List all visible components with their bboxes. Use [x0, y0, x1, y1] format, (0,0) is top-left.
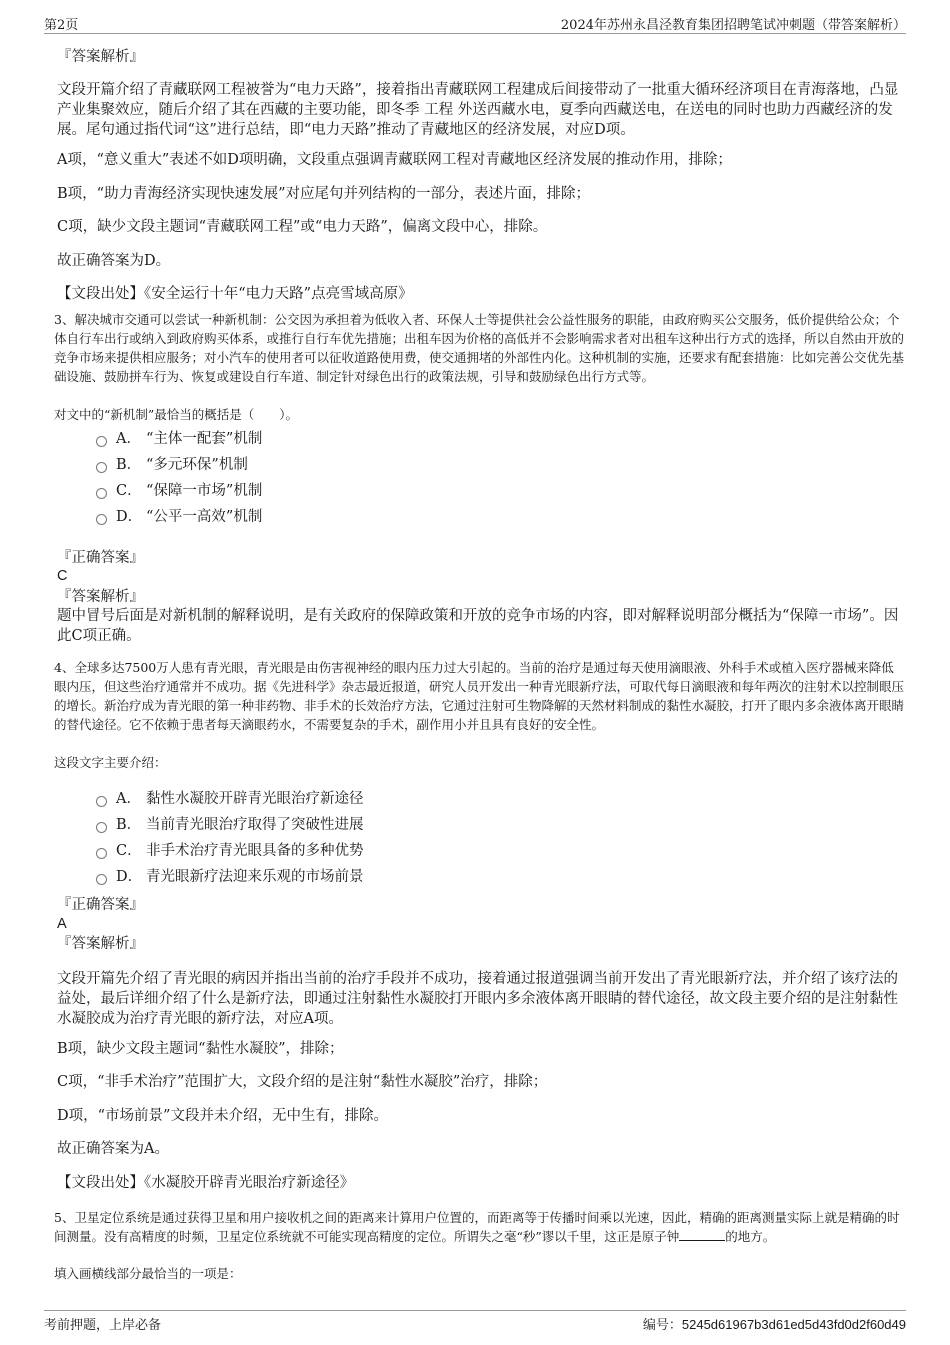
radio-icon[interactable]: [96, 436, 107, 447]
q4-option-d[interactable]: [96, 867, 364, 887]
q3-question: 对文中的“新机制”最恰当的概括是（ ）。: [54, 407, 299, 422]
q3-option-a[interactable]: [96, 429, 262, 449]
q2-analysis-option-b: B项，“助力青海经济实现快速发展”对应尾句并列结构的一部分，表述片面，排除；: [57, 186, 590, 202]
q4-analysis-option-b: B项，缺少文段主题词“黏性水凝胶”，排除；: [57, 1041, 344, 1057]
option-text: 非手术治疗青光眼具备的多种优势: [146, 843, 364, 859]
option-text: 黏性水凝胶开辟青光眼治疗新途径: [146, 791, 364, 807]
q3-option-c[interactable]: [96, 481, 262, 501]
q2-conclusion: 故正确答案为D。: [57, 253, 171, 269]
page-number: 第2页: [44, 18, 79, 33]
q4-question: 这段文字主要介绍：: [54, 755, 167, 770]
radio-icon[interactable]: [96, 796, 107, 807]
q4-passage: 4、全球多达7500万人患有青光眼，青光眼是由伤害视神经的眼内压力过大引起的。当前的治疗是通过每天使用滴眼液、外科手术或植入医疗器械来降低眼内压，但这些治疗通常并不成功。据《先进科学》杂志最近报道，研究人员开发出一种青光眼新疗法，可取代每日滴眼液和每年两次的注射术以控制眼压的增长。新治疗成为青光眼的第一种非药物、非手术的长效治疗方法，它通过注射可生物降解的天然材料制成的黏性水凝胶，打开了眼内多余液体离开眼睛的替代途径。它不依赖于患者每天滴眼药水，不需要复杂的手术，副作用小并且具有良好的安全性。: [54, 660, 905, 732]
q5-passage-text: 5、卫星定位系统是通过获得卫星和用户接收机之间的距离来计算用户位置的，而距离等于传播时间乘以光速，因此，精确的距离测量实际上就是精确的时间测量。没有高精度的时频，卫星定位系统就不可能实现高精度的定位。所谓失之毫“秒”谬以千里，这正是原子钟: [54, 1210, 900, 1244]
q4-analysis-paragraph: 文段开篇先介绍了青光眼的病因并指出当前的治疗手段并不成功，接着通过报道强调当前开发出了青光眼新疗法，并介绍了该疗法的益处，最后详细介绍了什么是新疗法，即通过注射黏性水凝胶打开眼内多余液体离开眼睛的替代途径，故文段主要介绍的是注射黏性水凝胶成为治疗青光眼的新疗法，对应A项。: [57, 971, 898, 1027]
footer-slogan: 考前押题，上岸必备: [44, 1318, 162, 1333]
option-letter: A．: [116, 791, 141, 807]
page-header: [44, 12, 906, 32]
q3-option-d[interactable]: [96, 507, 262, 527]
q2-source: 【文段出处】《安全运行十年“电力天路”点亮雪域高原》: [57, 286, 413, 302]
q4-answer: A: [57, 916, 67, 932]
header-divider: [44, 33, 906, 34]
q4-option-b[interactable]: [96, 815, 364, 835]
document-title: 2024年苏州永昌泾教育集团招聘笔试冲刺题（带答案解析）: [560, 18, 906, 33]
radio-icon[interactable]: [96, 822, 107, 833]
footer-divider: [44, 1310, 906, 1311]
option-letter: C．: [116, 843, 142, 859]
option-text: “保障一市场”机制: [146, 483, 263, 499]
q4-answer-label: 『正确答案』: [57, 897, 144, 913]
option-text: 当前青光眼治疗取得了突破性进展: [146, 817, 364, 833]
q4-analysis-option-d: D项，“市场前景”文段并未介绍，无中生有，排除。: [57, 1108, 388, 1124]
q2-analysis-paragraph: 文段开篇介绍了青藏联网工程被誉为“电力天路”，接着指出青藏联网工程建成后间接带动了一批重大循环经济项目在青海落地，凸显产业集聚效应，随后介绍了其在西藏的主要功能，即冬季 工程 外送西藏水电，夏季向西藏送电，在送电的同时也助力西藏经济的发展。尾句通过指代词“这”进行总结，即“电力天路”推动了青藏地区的经济发展，对应D项。: [57, 82, 899, 138]
option-text: 青光眼新疗法迎来乐观的市场前景: [146, 869, 364, 885]
option-letter: C．: [116, 483, 142, 499]
q2-analysis-option-a: A项，“意义重大”表述不如D项明确，文段重点强调青藏联网工程对青藏地区经济发展的推动作用，排除；: [57, 152, 732, 168]
radio-icon[interactable]: [96, 848, 107, 859]
q4-conclusion: 故正确答案为A。: [57, 1141, 169, 1157]
q5-question: 填入画横线部分最恰当的一项是：: [54, 1266, 242, 1281]
q3-analysis: 题中冒号后面是对新机制的解释说明，是有关政府的保障政策和开放的竞争市场的内容，即对解释说明部分概括为“保障一市场”。因此C项正确。: [57, 608, 899, 644]
q4-analysis-label: 『答案解析』: [57, 936, 144, 952]
q3-analysis-label: 『答案解析』: [57, 589, 144, 605]
option-letter: D．: [116, 869, 143, 885]
q4-source: 【文段出处】《水凝胶开辟青光眼治疗新途径》: [57, 1175, 355, 1191]
option-text: “公平一高效”机制: [146, 509, 263, 525]
q5-passage: [54, 1208, 904, 1246]
fill-blank: [679, 1228, 725, 1241]
option-letter: B．: [116, 817, 142, 833]
option-text: “多元环保”机制: [146, 457, 248, 473]
q4-option-c[interactable]: [96, 841, 364, 861]
radio-icon[interactable]: [96, 462, 107, 473]
q3-passage: 3、解决城市交通可以尝试一种新机制：公交因为承担着为低收入者、环保人士等提供社会公益性服务的职能，由政府购买公交服务，低价提供给公众；个体自行车出行或纳入到政府购买体系，或推行自行车优先措施；出租车因为价格的高低并不会影响需求者对出租车这种出行方式的选择，所以自然由开放的竞争市场来提供相应服务；对小汽车的使用者可以征收道路使用费，使交通拥堵的外部性内化。这种机制的实施，还要求有配套措施：比如完善公交优先基础设施、鼓励拼车行为、恢复或建设自行车道、制定针对绿色出行的政策法规，引导和鼓励绿色出行方式等。: [54, 312, 905, 384]
q2-analysis-label: 『答案解析』: [57, 49, 144, 65]
option-letter: B．: [116, 457, 142, 473]
q4-analysis-option-c: C项，“非手术治疗”范围扩大，文段介绍的是注射“黏性水凝胶”治疗，排除；: [57, 1074, 548, 1090]
q2-analysis-option-c: C项，缺少文段主题词“青藏联网工程”或“电力天路”，偏离文段中心，排除。: [57, 219, 548, 235]
option-letter: D．: [116, 509, 143, 525]
option-letter: A．: [116, 431, 141, 447]
option-text: “主体一配套”机制: [146, 431, 263, 447]
q3-option-b[interactable]: [96, 455, 248, 475]
q4-option-a[interactable]: [96, 789, 364, 809]
radio-icon[interactable]: [96, 514, 107, 525]
radio-icon[interactable]: [96, 874, 107, 885]
q3-answer-label: 『正确答案』: [57, 550, 144, 566]
document-id: 编号：5245d61967b3d61ed5d43fd0d2f60d49: [642, 1317, 906, 1332]
radio-icon[interactable]: [96, 488, 107, 499]
q3-answer: C: [57, 568, 68, 584]
q5-passage-end: 的地方。: [725, 1229, 776, 1244]
